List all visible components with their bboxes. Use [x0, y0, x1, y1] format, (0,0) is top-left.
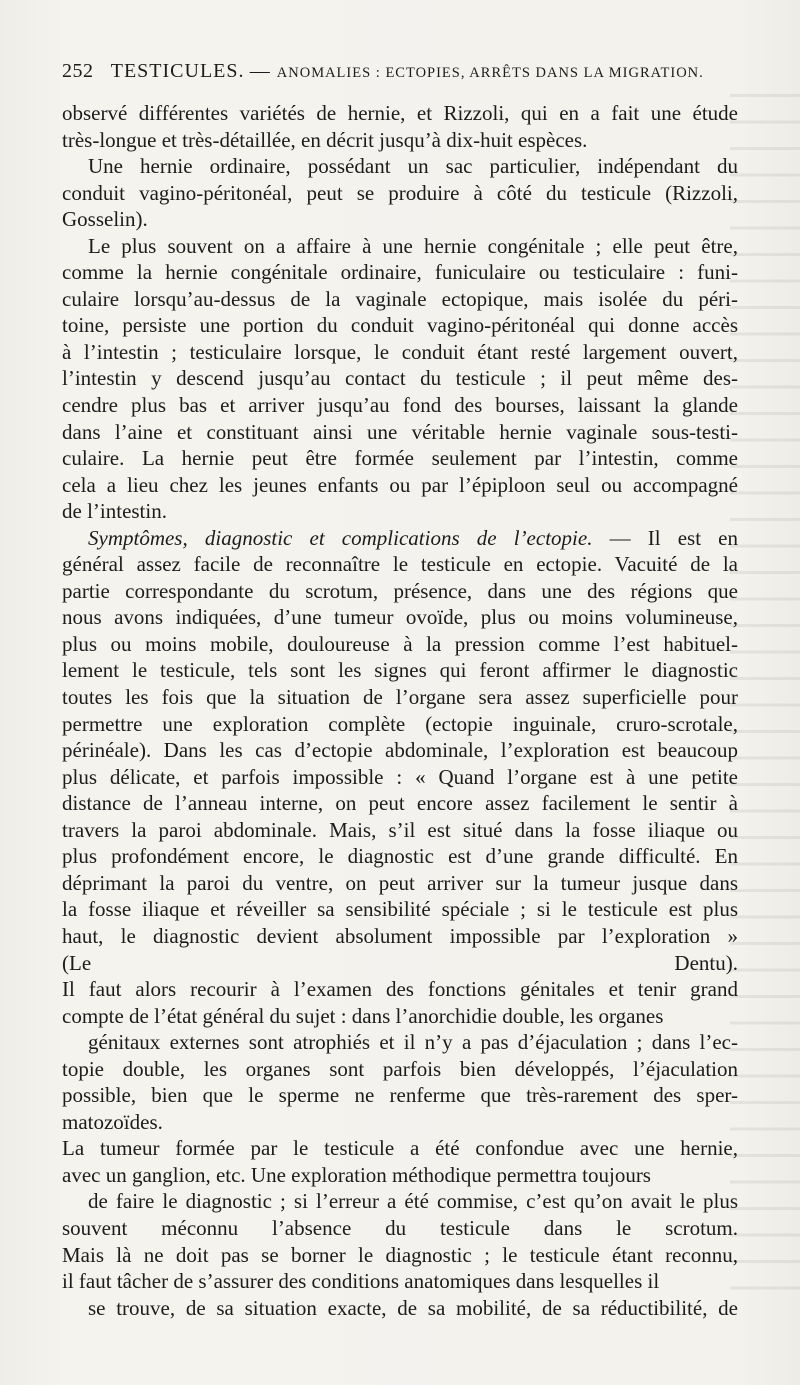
text-line: lement le testicule, tels sont les signes qui feront affirmer le diagnostic	[62, 658, 738, 683]
text-line: l’intestin y descend jusqu’au contact du testicule ; il peut même des-	[62, 366, 738, 391]
body-text	[62, 100, 738, 1374]
text-line: travers la paroi abdominale. Mais, s’il est situé dans la fosse iliaque ou	[62, 817, 738, 842]
page-number: 252	[62, 60, 94, 82]
text-line: général assez facile de reconnaître le testicule en ectopie. Vacuité de la	[62, 552, 738, 577]
text-line: observé différentes variétés de hernie, et Rizzoli, qui en a fait une étude	[62, 101, 738, 125]
text-line: cela a lieu chez les jeunes enfants ou par l’épiploon seul ou accompagné	[62, 472, 738, 497]
section-heading: Symptômes, diagnostic et complications de l’ectopie.	[88, 525, 593, 550]
text-line: génitaux externes sont atrophiés et il n’y a pas d’éjaculation ; dans l’ec-	[88, 1030, 738, 1055]
text-line: possible, bien que le sperme ne renferme que très-rarement des sper-	[62, 1083, 738, 1108]
text-line: plus délicate, et parfois impossible : « Quand l’organe est à une petite	[62, 764, 738, 789]
text-line: partie correspondante du scrotum, présence, dans une des régions que	[62, 578, 738, 603]
text-line: Gosselin).	[62, 207, 148, 232]
section-heading-rest: — Il est en	[592, 525, 738, 550]
text-line: dans l’aine et constituant ainsi une véritable hernie vaginale sous-testi-	[62, 419, 738, 444]
show-through-text	[730, 80, 800, 1310]
text-line: de l’intestin.	[62, 499, 167, 524]
text-line: Le plus souvent on a affaire à une hernie congénitale ; elle peut être,	[88, 233, 738, 258]
text-line: topie double, les organes sont parfois bien développés, l’éjaculation	[62, 1056, 738, 1081]
text-line: matozoïdes.	[62, 1109, 163, 1134]
text-line: périnéale). Dans les cas d’ectopie abdominale, l’exploration est beaucoup	[62, 738, 738, 763]
text-line: nous avons indiquées, d’une tumeur ovoïde, plus ou moins volumineuse,	[62, 605, 738, 630]
text-line: Une hernie ordinaire, possédant un sac particulier, indépendant du	[88, 154, 738, 179]
text-line: culaire lorsqu’au-dessus de la vaginale ectopique, mais isolée du péri-	[62, 286, 738, 311]
text-line	[62, 1321, 738, 1348]
text-line: très-longue et très-détaillée, en décrit jusqu’à dix-huit espèces.	[62, 127, 588, 152]
running-header	[62, 60, 742, 83]
text-line: Il faut alors recourir à l’examen des fonctions génitales et tenir grand	[62, 977, 738, 1002]
text-line: compte de l’état général du sujet : dans l’anorchidie double, les organes	[62, 1003, 664, 1028]
text-line: cendre plus bas et arriver jusqu’au fond des bourses, laissant la glande	[62, 393, 738, 418]
text-line: la fosse iliaque et réveiller sa sensibilité spéciale ; si le testicule est plus	[62, 897, 738, 922]
text-line: à l’intestin ; testiculaire lorsque, le conduit étant resté largement ouvert,	[62, 339, 738, 364]
text-line: plus profondément encore, le diagnostic est d’une grande difficulté. En	[62, 844, 738, 869]
text-line: déprimant la paroi du ventre, on peut arriver sur la tumeur jusque dans	[62, 870, 738, 895]
text-line	[62, 525, 738, 552]
text-line: comme la hernie congénitale ordinaire, funiculaire ou testiculaire : funi-	[62, 260, 738, 285]
text-line: haut, le diagnostic devient absolument impossible par l’exploration »	[62, 923, 738, 948]
header-dash: —	[249, 60, 277, 82]
text-line: Mais là ne doit pas se borner le diagnostic ; le testicule étant reconnu,	[62, 1242, 738, 1267]
header-title: TESTICULES.	[110, 60, 245, 82]
text-line: conduit vagino-péritonéal, peut se produire à côté du testicule (Rizzoli,	[62, 180, 738, 205]
text-line: avec un ganglion, etc. Une exploration méthodique permettra toujours	[62, 1162, 651, 1187]
text-line: permettre une exploration complète (ectopie inguinale, cruro-scrotale,	[62, 711, 738, 736]
text-line	[62, 1348, 738, 1375]
text-line: toine, persiste une portion du conduit vagino-péritonéal qui donne accès	[62, 313, 738, 338]
text-line: distance de l’anneau interne, on peut encore assez facilement le sentir à	[62, 791, 738, 816]
text-line: La tumeur formée par le testicule a été confondue avec une hernie,	[62, 1136, 738, 1161]
text-line: souvent méconnu l’absence du testicule dans le scrotum.	[62, 1215, 738, 1240]
text-line: de faire le diagnostic ; si l’erreur a été commise, c’est qu’on avait le plus	[88, 1189, 738, 1214]
text-line: toutes les fois que la situation de l’organe sera assez superficielle pour	[62, 685, 738, 710]
text-line: (Le Dentu).	[62, 950, 738, 975]
text-line: plus ou moins mobile, douloureuse à la pression comme l’est habituel-	[62, 631, 738, 656]
text-line: il faut tâcher de s’assurer des conditions anatomiques dans lesquelles il	[62, 1269, 660, 1294]
header-subtitle: ANOMALIES : ECTOPIES, ARRÊTS DANS LA MIGRATION.	[276, 65, 704, 81]
text-line: se trouve, de sa situation exacte, de sa mobilité, de sa réductibilité, de	[88, 1295, 738, 1320]
text-line: culaire. La hernie peut être formée seulement par l’intestin, comme	[62, 446, 738, 471]
